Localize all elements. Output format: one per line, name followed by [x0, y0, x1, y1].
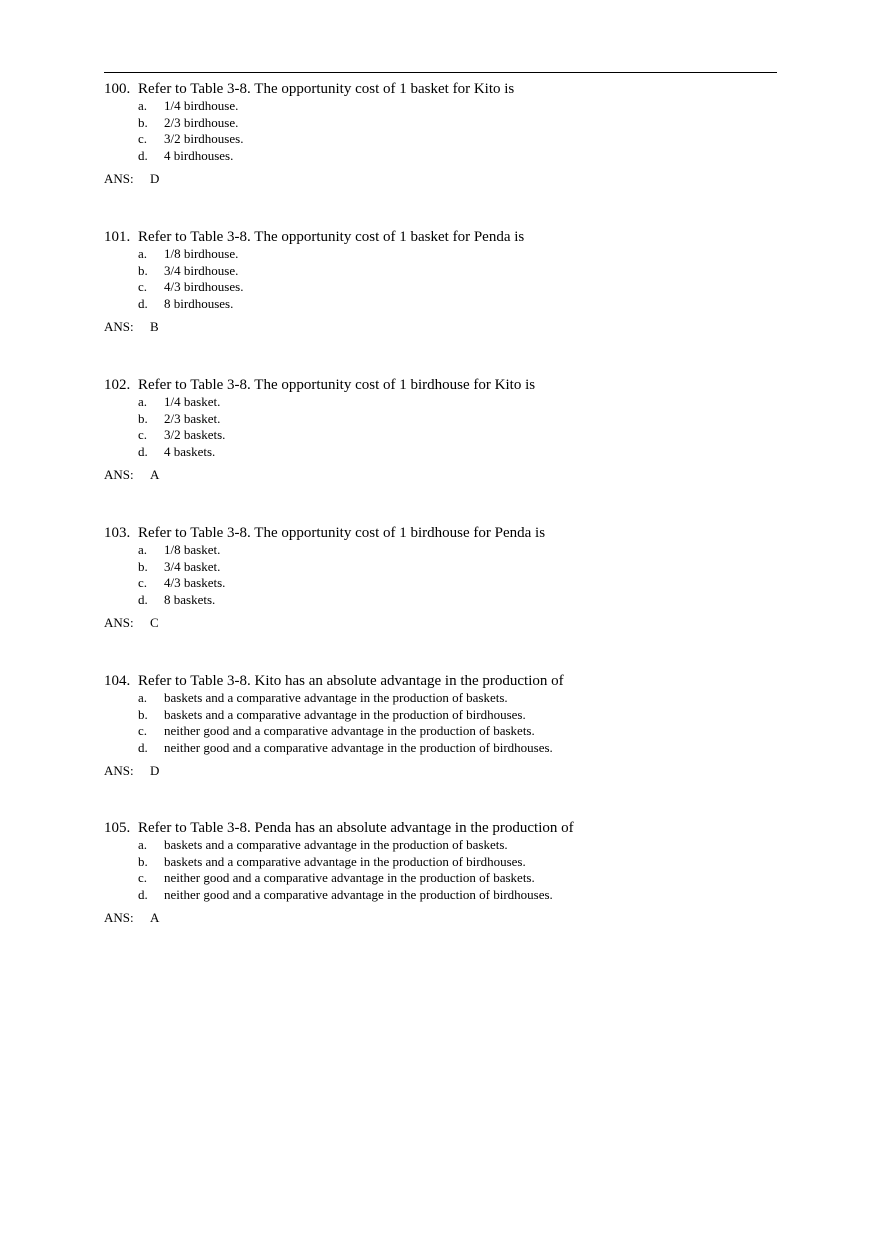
- answer-line: [104, 171, 784, 187]
- choice-letter: d.: [138, 592, 148, 608]
- choice-text: neither good and a comparative advantage in the production of birdhouses.: [164, 887, 553, 903]
- choice-letter: c.: [138, 131, 148, 147]
- choice-list: [138, 246, 784, 313]
- choice-letter: b.: [138, 114, 148, 130]
- choice-letter: c.: [138, 575, 148, 591]
- choice-text: neither good and a comparative advantage in the production of birdhouses.: [164, 740, 553, 756]
- answer-value: D: [150, 170, 160, 186]
- choice-list: [138, 98, 784, 165]
- question-number: 105.: [104, 820, 131, 836]
- choice-text: 3/4 birdhouse.: [164, 262, 239, 278]
- choice-letter: d.: [138, 148, 148, 164]
- choice-text: 8 birdhouses.: [164, 296, 234, 312]
- choice-a: [138, 542, 784, 559]
- choice-text: 4 baskets.: [164, 444, 216, 460]
- choice-letter: b.: [138, 706, 148, 722]
- choice-text: 3/2 birdhouses.: [164, 131, 244, 147]
- choice-d: [138, 887, 784, 904]
- choice-letter: a.: [138, 837, 148, 852]
- answer-value: C: [150, 614, 159, 630]
- choice-letter: c.: [138, 870, 148, 886]
- choice-letter: d.: [138, 296, 148, 312]
- choice-letter: a.: [138, 246, 148, 261]
- choice-text: neither good and a comparative advantage in the production of baskets.: [164, 723, 535, 739]
- answer-label: ANS:: [104, 466, 134, 482]
- question-stem: [104, 376, 784, 394]
- choice-letter: a.: [138, 98, 148, 113]
- question-100: [104, 80, 784, 187]
- answer-label: ANS:: [104, 318, 134, 334]
- choice-text: 3/2 baskets.: [164, 427, 226, 443]
- choice-c: [138, 723, 784, 740]
- choice-a: [138, 394, 784, 411]
- choice-letter: a.: [138, 394, 148, 409]
- choice-text: 8 baskets.: [164, 592, 216, 608]
- answer-label: ANS:: [104, 909, 134, 925]
- choice-text: baskets and a comparative advantage in the production of baskets.: [164, 690, 508, 705]
- choice-c: [138, 427, 784, 444]
- answer-line: [104, 763, 784, 779]
- choice-d: [138, 296, 784, 313]
- choice-text: 1/4 birdhouse.: [164, 98, 239, 113]
- answer-value: A: [150, 466, 160, 482]
- question-text: Refer to Table 3-8. Kito has an absolute advantage in the production of: [138, 673, 564, 689]
- choice-text: 4/3 birdhouses.: [164, 279, 244, 295]
- choice-letter: b.: [138, 262, 148, 278]
- question-text: Refer to Table 3-8. The opportunity cost of 1 birdhouse for Kito is: [138, 377, 536, 393]
- answer-label: ANS:: [104, 170, 134, 186]
- answer-line: [104, 467, 784, 483]
- question-number: 100.: [104, 81, 131, 97]
- choice-c: [138, 575, 784, 592]
- choice-text: 2/3 birdhouse.: [164, 114, 239, 130]
- choice-b: [138, 263, 784, 280]
- question-text: Refer to Table 3-8. The opportunity cost of 1 basket for Kito is: [138, 81, 515, 97]
- choice-b: [138, 854, 784, 871]
- choice-b: [138, 115, 784, 132]
- answer-line: [104, 319, 784, 335]
- choice-letter: d.: [138, 444, 148, 460]
- answer-value: A: [150, 909, 160, 925]
- choice-c: [138, 131, 784, 148]
- choice-letter: d.: [138, 740, 148, 756]
- choice-list: [138, 837, 784, 904]
- question-stem: [104, 524, 784, 542]
- question-number: 102.: [104, 377, 131, 393]
- choice-a: [138, 246, 784, 263]
- choice-a: [138, 690, 784, 707]
- choice-d: [138, 592, 784, 609]
- choice-b: [138, 411, 784, 428]
- question-text: Refer to Table 3-8. The opportunity cost of 1 birdhouse for Penda is: [138, 525, 546, 541]
- question-stem: [104, 80, 784, 98]
- choice-d: [138, 444, 784, 461]
- choice-d: [138, 740, 784, 757]
- choice-d: [138, 148, 784, 165]
- choice-letter: c.: [138, 427, 148, 443]
- question-stem: [104, 228, 784, 246]
- choice-a: [138, 837, 784, 854]
- choice-text: 4/3 baskets.: [164, 575, 226, 591]
- choice-b: [138, 559, 784, 576]
- choice-text: 3/4 basket.: [164, 558, 221, 574]
- answer-value: B: [150, 318, 159, 334]
- question-103: [104, 524, 784, 631]
- question-text: Refer to Table 3-8. Penda has an absolute advantage in the production of: [138, 820, 574, 836]
- question-stem: [104, 819, 784, 837]
- choice-letter: b.: [138, 558, 148, 574]
- answer-line: [104, 910, 784, 926]
- choice-list: [138, 690, 784, 757]
- choice-text: baskets and a comparative advantage in the production of baskets.: [164, 837, 508, 852]
- answer-line: [104, 615, 784, 631]
- header-rule: [104, 72, 777, 73]
- question-number: 104.: [104, 673, 131, 689]
- choice-a: [138, 98, 784, 115]
- choice-letter: d.: [138, 887, 148, 903]
- choice-letter: b.: [138, 853, 148, 869]
- choice-text: 1/8 birdhouse.: [164, 246, 239, 261]
- choice-letter: a.: [138, 690, 148, 705]
- question-101: [104, 228, 784, 335]
- choice-list: [138, 542, 784, 609]
- choice-text: baskets and a comparative advantage in the production of birdhouses.: [164, 706, 526, 722]
- answer-value: D: [150, 762, 160, 778]
- question-stem: [104, 672, 784, 690]
- choice-text: 2/3 basket.: [164, 410, 221, 426]
- question-number: 103.: [104, 525, 131, 541]
- question-text: Refer to Table 3-8. The opportunity cost of 1 basket for Penda is: [138, 229, 525, 245]
- choice-text: baskets and a comparative advantage in the production of birdhouses.: [164, 853, 526, 869]
- choice-letter: c.: [138, 723, 148, 739]
- choice-c: [138, 279, 784, 296]
- choice-letter: b.: [138, 410, 148, 426]
- answer-label: ANS:: [104, 762, 134, 778]
- choice-text: 4 birdhouses.: [164, 148, 234, 164]
- choice-b: [138, 707, 784, 724]
- choice-text: neither good and a comparative advantage in the production of baskets.: [164, 870, 535, 886]
- question-number: 101.: [104, 229, 131, 245]
- choice-c: [138, 870, 784, 887]
- question-105: [104, 819, 784, 926]
- choice-letter: a.: [138, 542, 148, 557]
- answer-label: ANS:: [104, 614, 134, 630]
- question-102: [104, 376, 784, 483]
- choice-list: [138, 394, 784, 461]
- choice-letter: c.: [138, 279, 148, 295]
- choice-text: 1/8 basket.: [164, 542, 221, 557]
- question-104: [104, 672, 784, 779]
- choice-text: 1/4 basket.: [164, 394, 221, 409]
